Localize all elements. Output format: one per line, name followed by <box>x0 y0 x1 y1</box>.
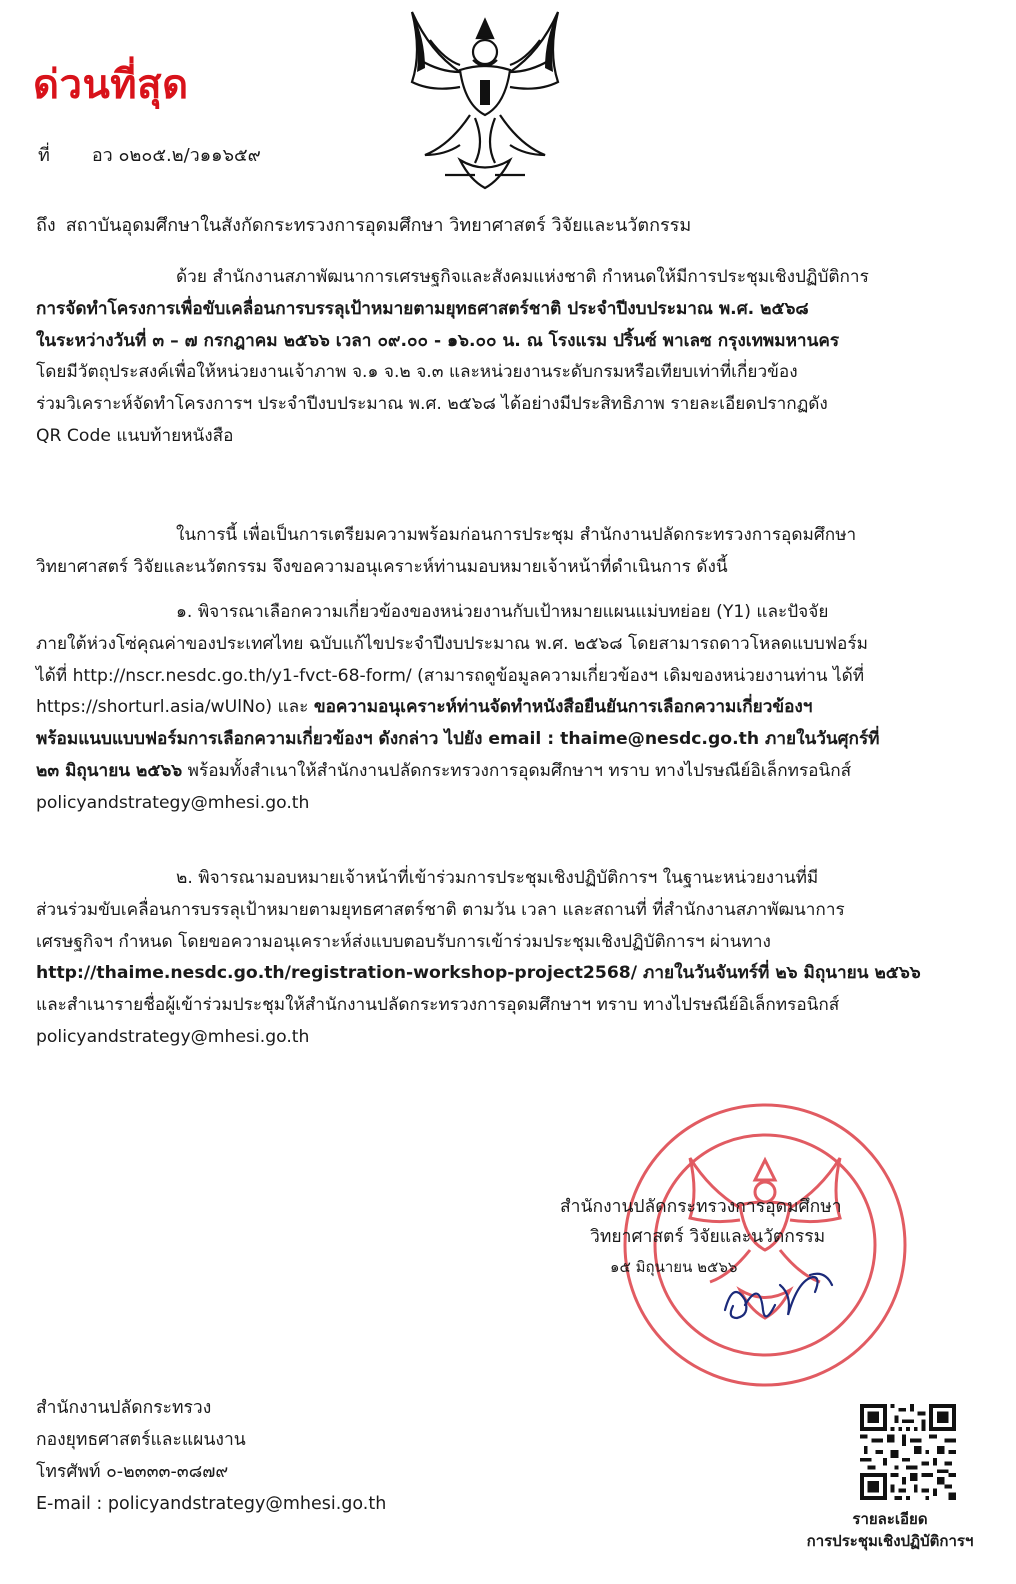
para1-line1: ด้วย สำนักงานสภาพัฒนาการเศรษฐกิจและสังคมแห่งชาติ กำหนดให้มีการประชุมเชิงปฏิบัติการ <box>176 267 869 287</box>
footer-contact <box>36 1392 386 1520</box>
document-number <box>38 140 261 169</box>
paragraph-intro <box>36 262 922 453</box>
sig-office-line2: วิทยาศาสตร์ วิจัยและนวัตกรรม <box>590 1227 826 1247</box>
para2-line2: วิทยาศาสตร์ วิจัยและนวัตกรรม จึงขอความอนุเคราะห์ท่านมอบหมายเจ้าหน้าที่ดำเนินการ ดังนี้ <box>36 556 728 577</box>
signature-block <box>560 1192 890 1282</box>
footer-email: E-mail : policyandstrategy@mhesi.go.th <box>36 1494 387 1514</box>
item2-line6: policyandstrategy@mhesi.go.th <box>36 1026 310 1047</box>
footer-office: สำนักงานปลัดกระทรวง <box>36 1398 212 1418</box>
item2-line4: http://thaime.nesdc.go.th/registration-workshop-project2568/ ภายในวันจันทร์ที่ ๒๖ มิถุนายน ๒๕๖๖ <box>36 963 921 984</box>
document-number-value: อว ๐๒๐๕.๒/ว๑๑๖๕๙ <box>91 145 261 166</box>
item2-line2: ส่วนร่วมขับเคลื่อนการบรรลุเป้าหมายตามยุทธศาสตร์ชาติ ตามวัน เวลา และสถานที่ ที่สำนักงานสภาพัฒนาการ <box>36 899 845 920</box>
item2-line1: ๒. พิจารณามอบหมายเจ้าหน้าที่เข้าร่วมการประชุมเชิงปฏิบัติการฯ ในฐานะหน่วยงานที่มี <box>176 868 819 888</box>
para1-line3: ในระหว่างวันที่ ๓ – ๗ กรกฎาคม ๒๕๖๖ เวลา ๐๙.๐๐ - ๑๖.๐๐ น. ณ โรงแรม ปริ้นซ์ พาเลซ กรุงเทพมหานคร <box>36 330 840 351</box>
para1-line5: ร่วมวิเคราะห์จัดทำโครงการฯ ประจำปีงบประมาณ พ.ศ. ๒๕๖๘ ได้อย่างมีประสิทธิภาพ รายละเอียดปรากฏดัง <box>36 394 828 415</box>
paragraph-request <box>36 520 922 584</box>
item1-line6a: ๒๓ มิถุนายน ๒๕๖๖ <box>36 760 183 781</box>
item1-line2: ภายใต้ห่วงโซ่คุณค่าของประเทศไทย ฉบับแก้ไขประจำปีงบประมาณ พ.ศ. ๒๕๖๘ โดยสามารถดาวโหลดแบบฟอร์ม <box>36 633 868 654</box>
qr-caption <box>800 1508 980 1552</box>
urgency-label: ด่วนที่สุด <box>33 61 189 108</box>
item1-line6b: พร้อมทั้งสำเนาให้สำนักงานปลัดกระทรวงการอุดมศึกษาฯ ทราบ ทางไปรษณีย์อิเล็กทรอนิกส์ <box>182 760 852 781</box>
recipient-value: สถาบันอุดมศึกษาในสังกัดกระทรวงการอุดมศึกษา วิทยาศาสตร์ วิจัยและนวัตกรรม <box>65 215 692 236</box>
item-2 <box>36 863 922 1054</box>
recipient-label: ถึง <box>36 215 56 236</box>
qr-caption-line2: การประชุมเชิงปฏิบัติการฯ <box>806 1532 974 1550</box>
footer-division: กองยุทธศาสตร์และแผนงาน <box>36 1430 246 1450</box>
qr-caption-line1: รายละเอียด <box>852 1510 928 1528</box>
para1-line4: โดยมีวัตถุประสงค์เพื่อให้หน่วยงานเจ้าภาพ จ.๑ จ.๒ จ.๓ และหน่วยงานระดับกรมหรือเทียบเท่าที่เกี่ยวข้อง <box>36 362 798 383</box>
sig-office-line1: สำนักงานปลัดกระทรวงการอุดมศึกษา <box>560 1197 842 1217</box>
item1-line7: policyandstrategy@mhesi.go.th <box>36 792 310 813</box>
para1-line6: QR Code แนบท้ายหนังสือ <box>36 425 234 446</box>
qr-code <box>860 1404 956 1500</box>
document-number-label: ที่ <box>38 145 50 166</box>
item-1 <box>36 597 922 820</box>
para1-line2: การจัดทำโครงการเพื่อขับเคลื่อนการบรรลุเป้าหมายตามยุทธศาสตร์ชาติ ประจำปีงบประมาณ พ.ศ. ๒๕๖๘ <box>36 298 809 319</box>
item1-line3: ได้ที่ http://nscr.nesdc.go.th/y1-fvct-68-form/ (สามารถดูข้อมูลความเกี่ยวข้องฯ เดิมของหน่วยงานท่าน ได้ที่ <box>36 665 865 686</box>
item1-line5: พร้อมแนบแบบฟอร์มการเลือกความเกี่ยวข้องฯ ดังกล่าว ไปยัง email : thaime@nesdc.go.th ภายในวันศุกร์ที่ <box>36 729 880 750</box>
item1-line4a: https://shorturl.asia/wUlNo) และ <box>36 697 309 718</box>
item2-line5: และสำเนารายชื่อผู้เข้าร่วมประชุมให้สำนักงานปลัดกระทรวงการอุดมศึกษาฯ ทราบ ทางไปรษณีย์อิเล็กทรอนิกส์ <box>36 995 840 1016</box>
recipient-line <box>36 210 691 239</box>
footer-phone: โทรศัพท์ ๐-๒๓๓๓-๓๘๗๙ <box>36 1462 229 1482</box>
item1-line1: ๑. พิจารณาเลือกความเกี่ยวข้องของหน่วยงานกับเป้าหมายแผนแม่บทย่อย (Y1) และปัจจัย <box>176 602 829 622</box>
item1-line4b: ขอความอนุเคราะห์ท่านจัดทำหนังสือยืนยันการเลือกความเกี่ยวข้องฯ <box>313 697 813 718</box>
sig-date: ๑๕ มิถุนายน ๒๕๖๖ <box>610 1258 738 1276</box>
garuda-emblem <box>400 0 570 200</box>
para2-line1: ในการนี้ เพื่อเป็นการเตรียมความพร้อมก่อนการประชุม สำนักงานปลัดกระทรวงการอุดมศึกษา <box>176 525 857 545</box>
item2-line3: เศรษฐกิจฯ กำหนด โดยขอความอนุเคราะห์ส่งแบบตอบรับการเข้าร่วมประชุมเชิงปฏิบัติการฯ ผ่านทาง <box>36 931 771 952</box>
